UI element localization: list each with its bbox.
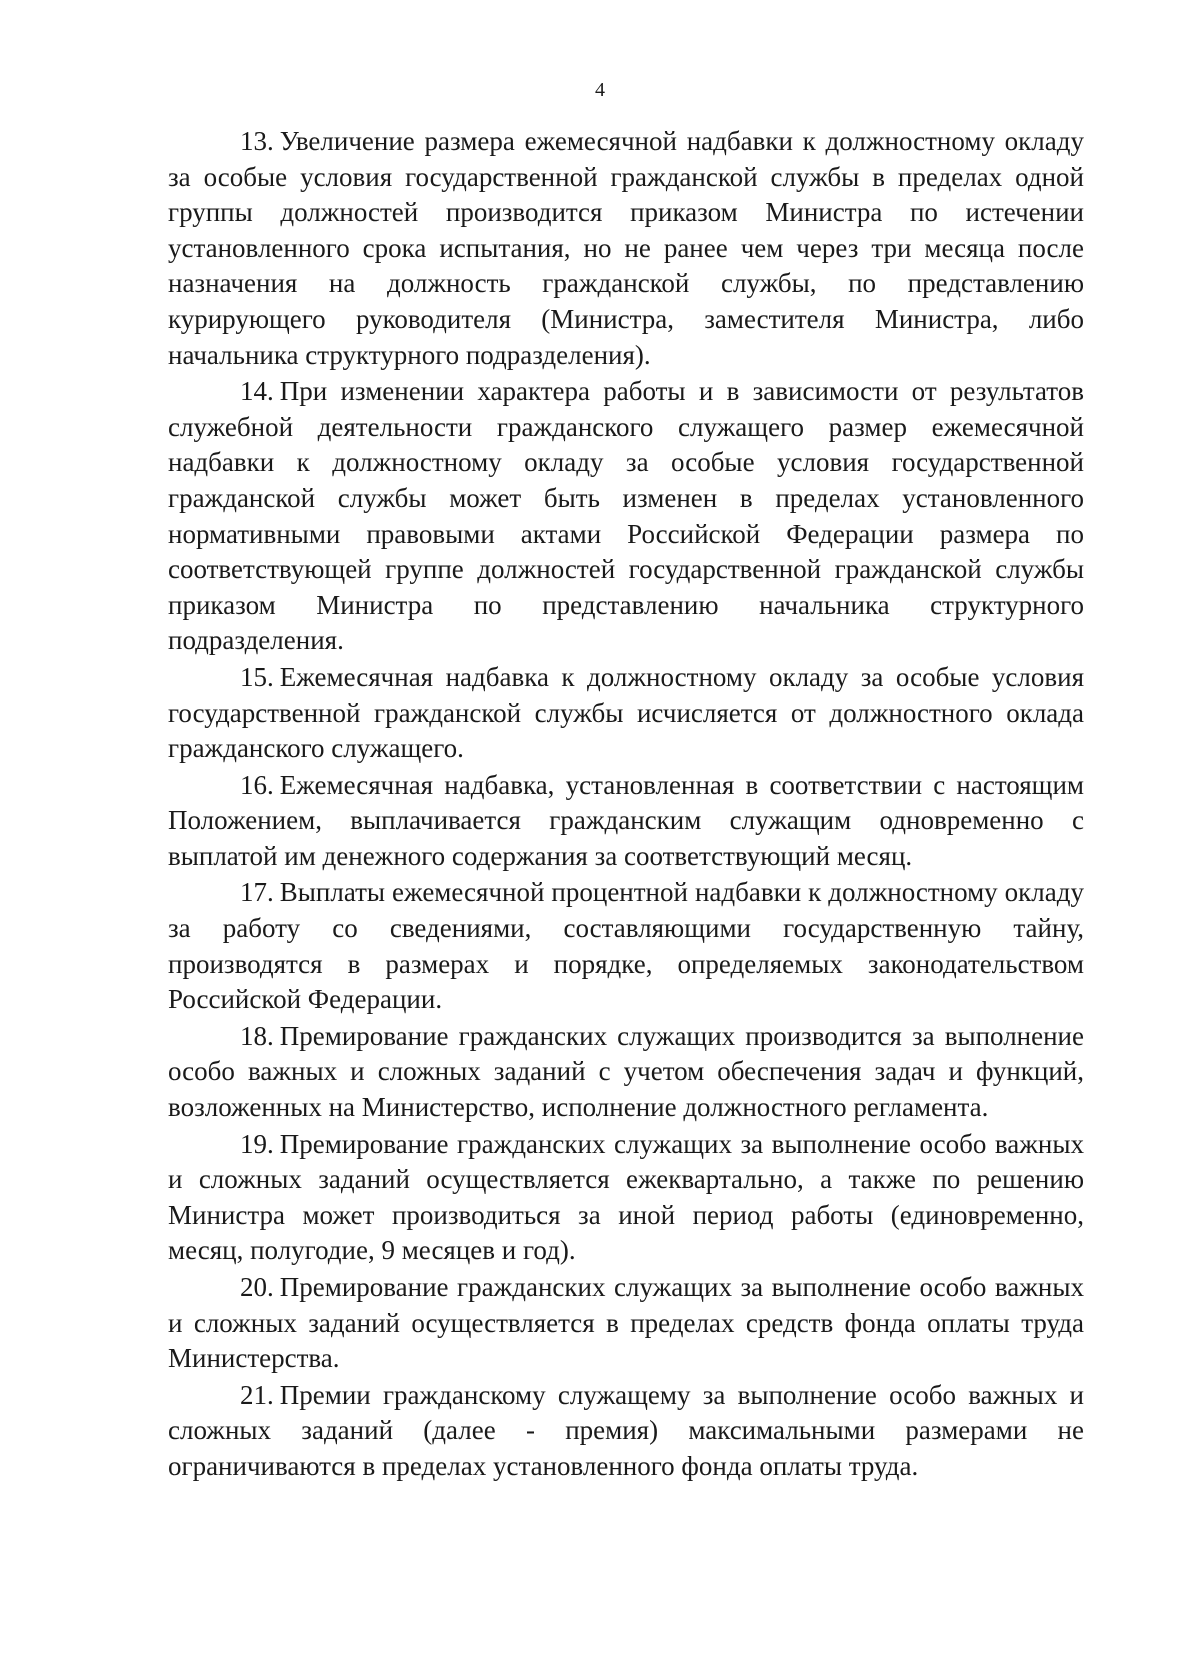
paragraph-text: Ежемесячная надбавка к должностному окладу за особые условия государственной гражданской службы исчисляется от должностного оклада гражданского служащего. [168,661,1084,764]
paragraph-19 [168,1127,1084,1269]
paragraph-text: Ежемесячная надбавка, установленная в соответствии с настоящим Положением, выплачивается гражданским служащим одновременно с выплатой им денежного содержания за соответствующий месяц. [168,769,1084,871]
paragraph-16 [168,768,1084,875]
paragraph-number: 19. [240,1128,274,1159]
paragraph-20 [168,1270,1084,1377]
paragraph-text: Увеличение размера ежемесячной надбавки к должностному окладу за особые условия государственной гражданской службы в пределах одной группы должностей производится приказом Министра по истечении установленного срока испытания, но не ранее чем через три месяца после назначения на должность гражданской службы, по представлению курирующего руководителя (Министра, заместителя Министра, либо начальника структурного подразделения). [168,126,1084,370]
paragraph-21 [168,1378,1084,1485]
page-number: 4 [595,79,605,101]
paragraph-number: 13. [240,126,274,156]
paragraph-text: При изменении характера работы и в зависимости от результатов служебной деятельности гражданского служащего размер ежемесячной надбавки к должностному окладу за особые условия государственной гражданской службы может быть изменен в пределах установленного нормативными правовыми актами Российской Федерации размера по соответствующей группе должностей государственной гражданской службы приказом Министра по представлению начальника структурного подразделения. [168,376,1084,656]
paragraph-text: Премирование гражданских служащих производится за выполнение особо важных и сложных заданий с учетом обеспечения задач и функций, возложенных на Министерство, исполнение должностного регламента. [168,1020,1084,1123]
paragraph-13 [168,124,1084,373]
paragraph-text: Премирование гражданских служащих за выполнение особо важных и сложных заданий осуществляется ежеквартально, а также по решению Министра может производиться за иной период работы (единовременно, месяц, полугодие, 9 месяцев и год). [168,1128,1084,1266]
paragraph-number: 17. [240,877,274,908]
paragraph-15 [168,660,1084,767]
paragraph-text: Премии гражданскому служащему за выполнение особо важных и сложных заданий (далее - премия) максимальными размерами не ограничиваются в пределах установленного фонда оплаты труда. [168,1379,1084,1481]
paragraph-number: 16. [240,769,274,800]
paragraph-17 [168,875,1084,1017]
paragraph-18 [168,1019,1084,1126]
document-body [168,124,1084,1485]
paragraph-number: 18. [240,1020,274,1051]
paragraph-number: 21. [240,1379,274,1410]
paragraph-text: Премирование гражданских служащих за выполнение особо важных и сложных заданий осуществляется в пределах средств фонда оплаты труда Министерства. [168,1272,1084,1374]
paragraph-number: 15. [240,661,274,692]
paragraph-text: Выплаты ежемесячной процентной надбавки к должностному окладу за работу со сведениями, составляющими государственную тайну, производятся в размерах и порядке, определяемых законодательством Российской Федерации. [168,877,1084,1015]
paragraph-number: 14. [240,376,274,407]
paragraph-number: 20. [240,1272,274,1302]
paragraph-14 [168,374,1084,659]
